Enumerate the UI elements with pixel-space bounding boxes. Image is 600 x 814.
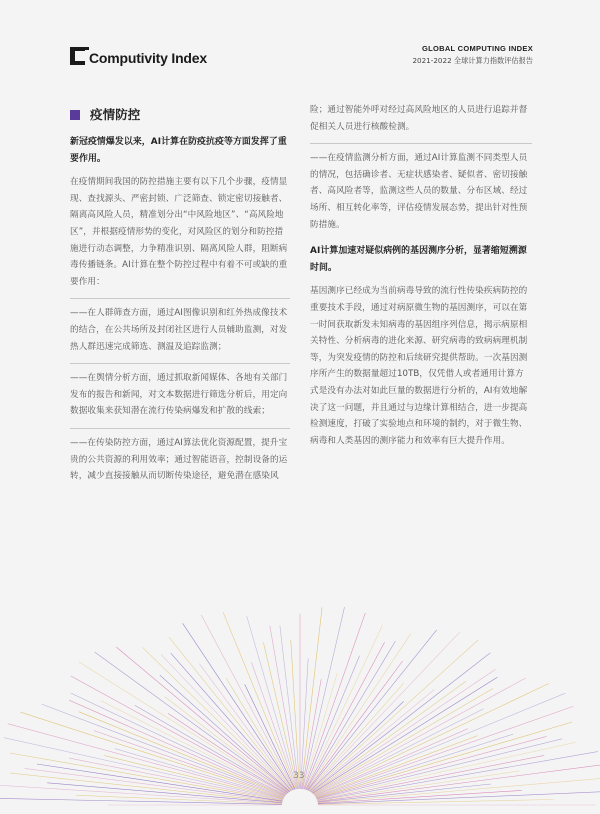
fan-line: [69, 700, 285, 795]
page-number: 33: [293, 771, 305, 781]
fan-line: [10, 773, 282, 802]
divider: [70, 298, 290, 299]
fan-line: [95, 652, 289, 793]
screening-paragraph: ——在人群筛查方面，通过AI图像识别和红外热成像技术的结合，在公共场所及封闭社区进行人员辅助监测，对发热人群迅速完成筛选、测温及追踪监测；: [70, 308, 288, 352]
transmission-control-paragraph: ——在传染防控方面，通过AI算法优化资源配置，提升宝贵的公共资源的利用效率；通过智能语音，控制设备的运转，减少直接接触从而切断传染途径，避免潜在感染风: [70, 437, 288, 482]
fan-line: [308, 630, 437, 791]
report-header: [412, 44, 533, 66]
fan-line: [303, 607, 345, 789]
fan-line: [160, 675, 290, 792]
fan-line: [310, 640, 478, 792]
opinion-analysis-paragraph: ——在舆情分析方面，通过抓取新闻媒体、各地有关部门发布的报告和新闻，对文本数据进行筛选分析后，用定向数据收集来获知潜在流行传染病爆发和扩散的线索；: [70, 373, 288, 417]
right-column: [310, 102, 532, 457]
divider: [70, 428, 290, 429]
fan-line: [315, 693, 565, 796]
fan-line: [101, 701, 286, 795]
report-title: 2021-2022 全球计算力指数评估报告: [412, 56, 533, 65]
fan-line: [270, 626, 298, 789]
fan-line: [247, 616, 297, 789]
fan-line: [312, 681, 466, 792]
fan-line: [318, 800, 554, 805]
gene-sequencing-paragraph: 基因测序已经成为当前病毒导致的流行性传染疾病防控的重要技术手段，通过对病原微生物的基因测序，可以在第一时间获取新发未知病毒的基因组序列信息，揭示病原相关特性、分析病毒的进化来源、研究病毒的致病病理机制等，为突发疫情的防控和后续研究提供帮助。一次基因测序所产生的数据量超过10TB，仅凭借人或者通用计算方式是没有办法对如此巨量的数据进行分析的，AI有效地解决了这一问题，并且通过与边缘计算相结合，进一步提高检测速度，打破了实验地点和环境的制约，对于微生物、病毒和人类基因的测序能力和效率有巨大提升作用。: [310, 286, 528, 446]
fan-line: [4, 738, 283, 800]
divider: [310, 143, 532, 144]
report-series-title: GLOBAL COMPUTING INDEX: [421, 44, 533, 53]
fan-line: [318, 764, 600, 802]
brand-logo: [67, 44, 207, 70]
intro-paragraph: 在疫情期间我国的防控措施主要有以下几个步骤，疫情显现、查找源头、严密封锁、广泛筛查、锁定密切接触者、隔离高风险人员，精准划分出“中风险地区”、“高风险地区”，并根据疫情形势的变化，对风险区的划分和防控措施进行动态调整，力争精准识别、隔离风险人群，阻断病毒传播链条。AI计算在整个防控过程中有着不可或缺的重要作用：: [70, 177, 288, 287]
fan-line: [252, 663, 297, 790]
fan-line: [301, 607, 322, 789]
fan-line: [304, 613, 366, 789]
lead-paragraph: 新冠疫情爆发以来，AI计算在防疫抗疫等方面发挥了重要作用。: [70, 137, 287, 164]
logo-text: Computivity Index: [89, 50, 207, 66]
fan-line: [311, 690, 435, 792]
continued-paragraph: 险；通过智能外呼对经过高风险地区的人员进行追踪并督促相关人员进行核酸检测。: [310, 105, 528, 132]
section-title: 疫情防控: [90, 106, 141, 122]
logo-mark-icon: [67, 44, 91, 68]
divider: [70, 363, 290, 364]
fan-line: [143, 647, 291, 791]
section-heading: [70, 100, 290, 130]
fan-line: [0, 785, 282, 804]
fan-line: [10, 753, 283, 801]
fan-line: [309, 683, 404, 791]
monitoring-paragraph: ——在疫情监测分析方面，通过AI计算监测不同类型人员的情况，包括确诊者、无症状感染者、疑似者、密切接触者、高风险者等，监测这些人员的数量、分布区域、经过场所、相互转化率等，评估疫情发展态势，提出针对性预防措施。: [310, 153, 528, 230]
fan-line: [316, 736, 546, 798]
gene-sequencing-lead: AI计算加速对疑似病例的基因测序分析，显著缩短溯源时间。: [310, 246, 527, 273]
fan-line: [317, 739, 563, 799]
left-column: [70, 100, 290, 493]
fan-line: [169, 637, 292, 791]
fan-line: [135, 705, 287, 793]
section-bullet-icon: [70, 110, 80, 120]
fan-line: [313, 677, 498, 793]
